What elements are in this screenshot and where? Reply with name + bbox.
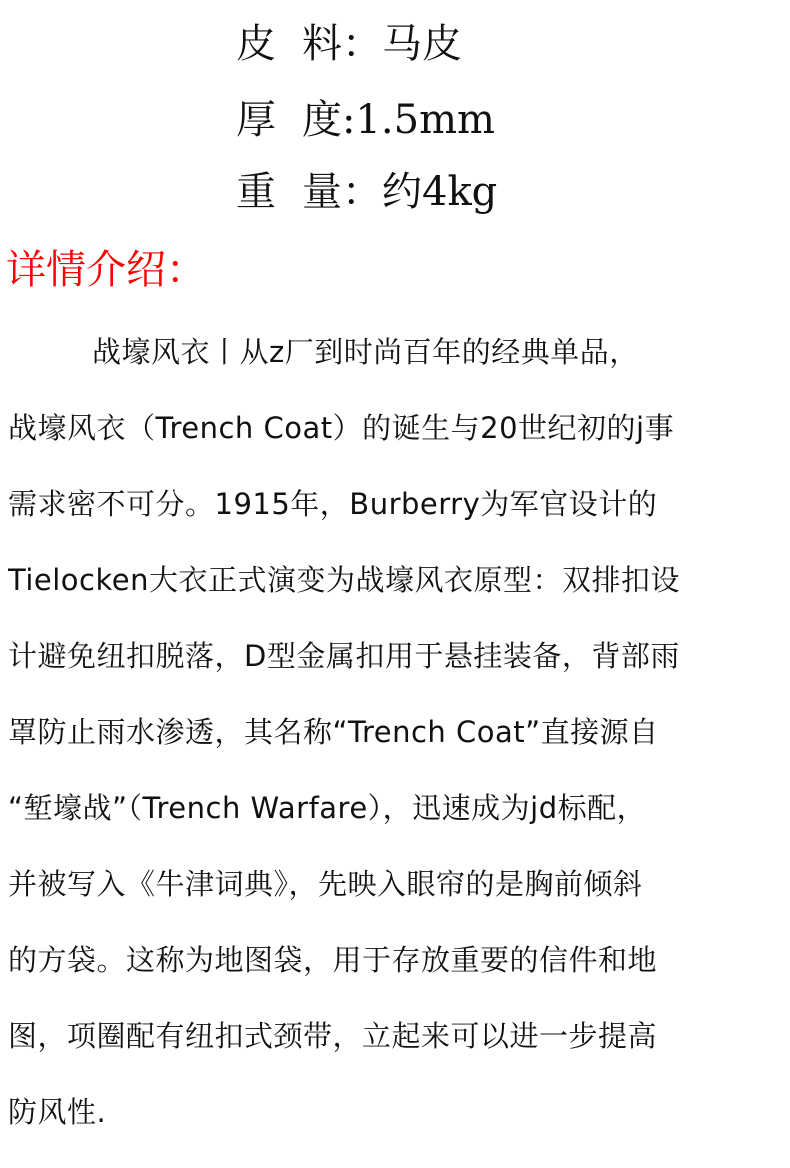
spec-weight-value: 约4kg [382,169,498,215]
description-line: 并被写入《牛津词典》，先映入眼帘的是胸前倾斜 [8,867,643,901]
description-line: 需求密不可分。1915年，Burberry为军官设计的 [8,487,658,521]
spec-weight [236,168,497,216]
description-line: Tielocken大衣正式演变为战壕风衣原型：双排扣设 [8,563,680,597]
spec-thickness-label-2: 度: [302,97,356,143]
spec-material-label-2: 料： [302,21,382,67]
spec-material [236,20,462,68]
description-line: 防风性. [8,1095,107,1129]
spec-material-label-1: 皮 [236,21,276,67]
description-line: 战壕风衣丨从z厂到时尚百年的经典单品， [92,335,639,369]
spec-thickness-value: 1.5mm [355,97,495,143]
description-line: 战壕风衣（Trench Coat）的诞生与20世纪初的j事 [8,411,675,445]
description-line: 的方袋。这称为地图袋，用于存放重要的信件和地 [8,943,658,977]
spec-material-value: 马皮 [382,21,462,67]
description-line: 罩防止雨水渗透，其名称“Trench Coat”直接源自 [8,715,659,749]
spec-weight-label-2: 量： [302,169,382,215]
description-line: “堑壕战”（Trench Warfare），迅速成为jd标配， [8,791,647,825]
spec-weight-label-1: 重 [236,169,276,215]
description-line: 计避免纽扣脱落，D型金属扣用于悬挂装备，背部雨 [8,639,680,673]
section-title: 详情介绍： [6,247,206,293]
spec-thickness [236,96,495,144]
description-line: 图，项圈配有纽扣式颈带，立起来可以进一步提高 [8,1019,658,1053]
spec-thickness-label-1: 厚 [236,97,276,143]
